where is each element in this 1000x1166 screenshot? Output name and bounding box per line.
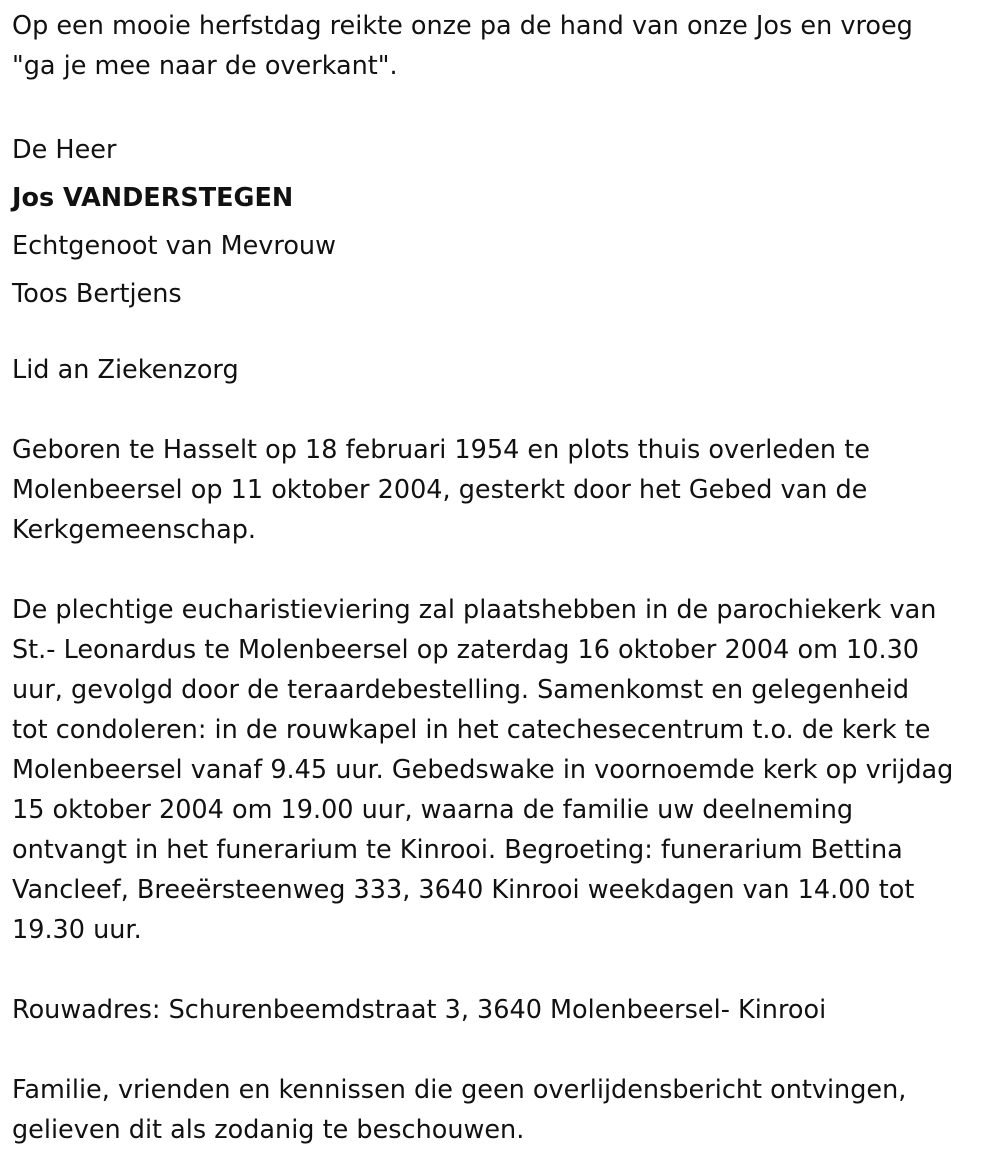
- spouse-line: Echtgenoot van Mevrouw: [12, 231, 336, 261]
- ceremony-line: uur, gevolgd door de teraardebestelling. Samenkomst en gelegenheid: [12, 675, 910, 705]
- ceremony-line: Vancleef, Breeërsteenweg 333, 3640 Kinrooi weekdagen van 14.00 tot: [12, 875, 915, 905]
- closing-paragraph: [12, 1070, 988, 1150]
- ceremony-line: De plechtige eucharistieviering zal plaatshebben in de parochiekerk van: [12, 595, 937, 625]
- address-paragraph: [12, 990, 988, 1030]
- ceremony-paragraph: [12, 590, 988, 950]
- address-line: Rouwadres: Schurenbeemdstraat 3, 3640 Molenbeersel- Kinrooi: [12, 995, 827, 1025]
- intro-line: "ga je mee naar de overkant".: [12, 51, 398, 81]
- deceased-name: Jos VANDERSTEGEN: [12, 183, 294, 213]
- birth-death-line: Molenbeersel op 11 oktober 2004, gesterkt door het Gebed van de: [12, 475, 868, 505]
- birth-death-paragraph: [12, 430, 988, 550]
- birth-death-line: Geboren te Hasselt op 18 februari 1954 en plots thuis overleden te: [12, 435, 870, 465]
- spouse-name: Toos Bertjens: [12, 279, 182, 309]
- intro-paragraph: [12, 6, 988, 86]
- ceremony-line: St.- Leonardus te Molenbeersel op zaterdag 16 oktober 2004 om 10.30: [12, 635, 920, 665]
- deceased-block: [12, 126, 988, 318]
- closing-line: Familie, vrienden en kennissen die geen overlijdensbericht ontvingen,: [12, 1075, 907, 1105]
- intro-line: Op een mooie herfstdag reikte onze pa de hand van onze Jos en vroeg: [12, 11, 913, 41]
- ceremony-line: ontvangt in het funerarium te Kinrooi. Begroeting: funerarium Bettina: [12, 835, 903, 865]
- ceremony-line: 15 oktober 2004 om 19.00 uur, waarna de familie uw deelneming: [12, 795, 854, 825]
- closing-line: gelieven dit als zodanig te beschouwen.: [12, 1115, 525, 1145]
- ceremony-line: tot condoleren: in de rouwkapel in het catechesecentrum t.o. de kerk te: [12, 715, 931, 745]
- birth-death-line: Kerkgemeenschap.: [12, 515, 257, 545]
- deceased-title: De Heer: [12, 135, 117, 165]
- membership-line: Lid an Ziekenzorg: [12, 355, 239, 385]
- ceremony-line: Molenbeersel vanaf 9.45 uur. Gebedswake in voornoemde kerk op vrijdag: [12, 755, 954, 785]
- ceremony-line: 19.30 uur.: [12, 915, 142, 945]
- membership-paragraph: [12, 350, 988, 390]
